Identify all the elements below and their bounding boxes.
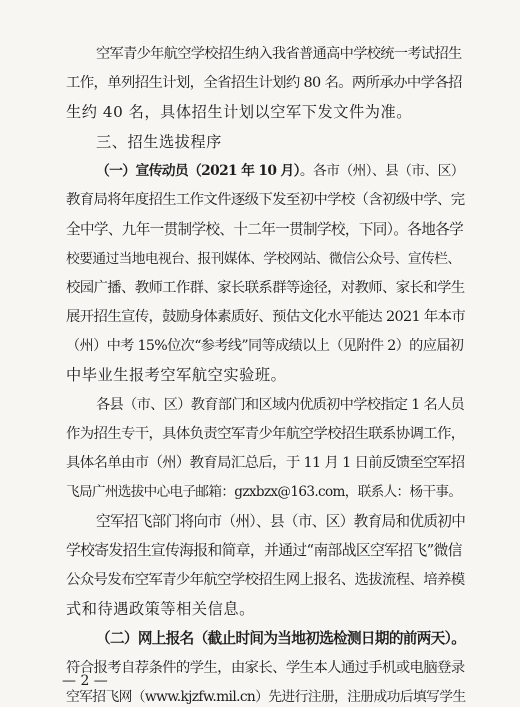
part1-line-6: 展开招生宣传，鼓励身体素质好、预估文化水平能达 2021 年本市	[66, 309, 466, 325]
part2-line-3: 空军招飞网（www.kjzfw.mil.cn）先进行注册，注册成功后填写学生	[66, 689, 466, 705]
part1-line-3: 全中学、九年一贯制学校、十二年一贯制学校，下同）。各地各学	[66, 221, 464, 238]
county-line-2: 作为招生专干，具体负责空军青少年航空学校招生联系协调工作，	[66, 426, 465, 442]
page-number: — 2 —	[62, 673, 108, 689]
part2-title: （二）网上报名（截止时间为当地初选检测日期的前两天）。	[96, 630, 466, 647]
part1-line-2: 教育局将年度招生工作文件逐级下发至初中学校（含初级中学、完	[66, 192, 465, 208]
recruit-line-3: 公众号发布空军青少年航空学校招生网上报名、选拔流程、培养模	[66, 572, 465, 588]
part1-title: （一）宣传动员（2021 年 10 月）	[96, 163, 300, 179]
part1-line-5: 校园广播、教师工作群、家长联系群等途径，对教师、家长和学生	[66, 280, 465, 296]
part2-line-2: 符合报考自荐条件的学生，由家长、学生本人通过手机或电脑登录	[66, 660, 465, 676]
recruit-line-2: 学校寄发招生宣传海报和简章，并通过“南部战区空军招飞”微信	[66, 542, 462, 559]
recruit-line-1: 空军招飞部门将向市（州）、县（市、区）教育局和优质初中	[96, 513, 466, 530]
part1-line-4: 校要通过当地电视台、报刊媒体、学校网站、微信公众号、宣传栏、	[66, 251, 461, 267]
paragraph-intro-line-2: 工作，单列招生计划，全省招生计划约 80 名。两所承办中学各招	[66, 75, 462, 91]
recruit-line-4: 式和待遇政策等相关信息。	[66, 600, 255, 618]
county-line-4: 飞局广州选拔中心电子邮箱：gzxbzx@163.com，联系人：杨干事。	[66, 484, 462, 500]
paragraph-intro-line-1: 空军青少年航空学校招生纳入我省普通高中学校统一考试招生	[96, 46, 462, 62]
county-line-3: 具体名单由市（州）教育局汇总后，于 11 月 1 日前反馈至空军招	[66, 455, 465, 471]
county-line-1: 各县（市、区）教育部门和区域内优质初中学校指定 1 名人员	[96, 397, 465, 413]
part1-line-7: （州）中考 15%位次“参考线”同等成绩以上（见附件 2）的应届初	[66, 338, 464, 354]
paragraph-intro-line-3: 生约 40 名，具体招生计划以空军下发文件为准。	[66, 103, 412, 121]
part1-title-line	[96, 161, 464, 181]
section-heading: 三、招生选拔程序	[96, 133, 222, 151]
part1-title-rest: 。各市（州）、县（市、区）	[299, 163, 464, 179]
part1-line-8: 中毕业生报考空军航空实验班。	[66, 366, 287, 384]
